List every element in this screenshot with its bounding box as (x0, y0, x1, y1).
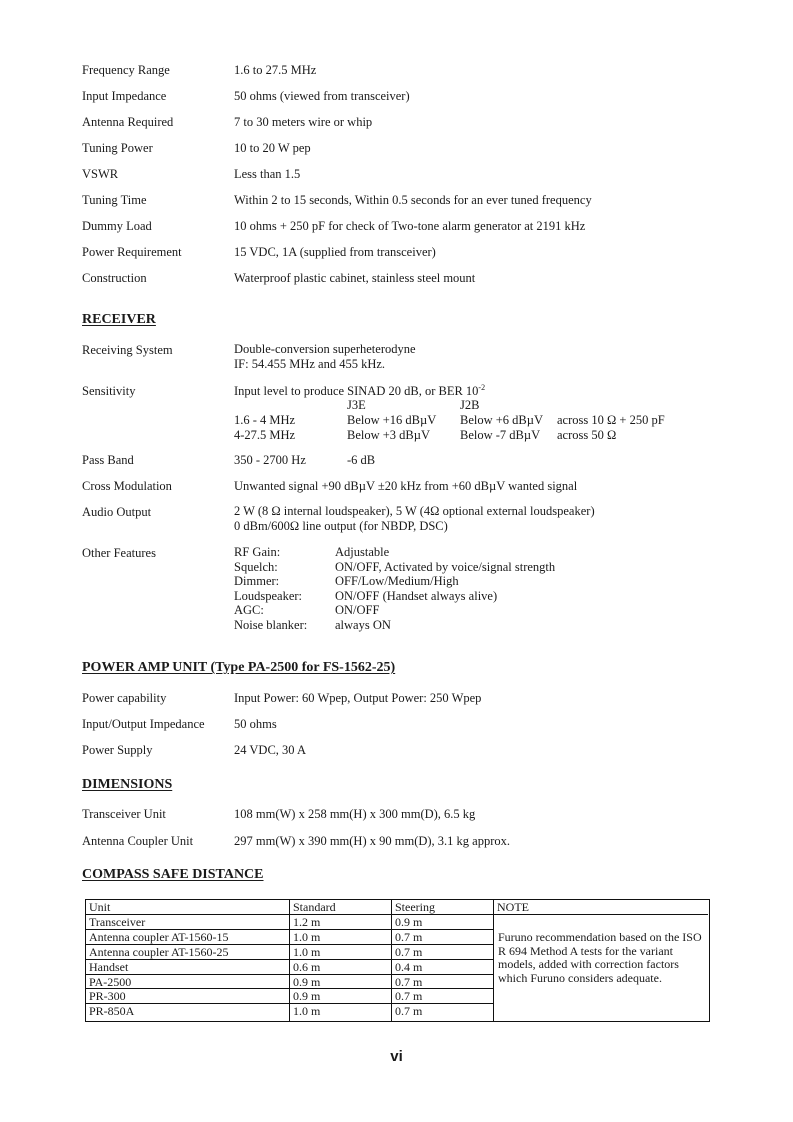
header-standard: Standard (290, 900, 392, 915)
sensitivity-col-j3e: J3E (347, 398, 366, 412)
feature-name: Noise blanker: (234, 617, 308, 632)
spec-label: Construction (82, 271, 147, 285)
spec-value: 10 to 20 W pep (234, 141, 311, 155)
cell-steering: 0.7 m (392, 975, 494, 990)
spec-value: 7 to 30 meters wire or whip (234, 115, 373, 129)
cell-unit: PA-2500 (86, 975, 289, 990)
receiving-system-if: IF: 54.455 MHz and 455 kHz. (234, 356, 386, 371)
audio-output-line: 0 dBm/600Ω line output (for NBDP, DSC) (234, 518, 448, 533)
feature-name: RF Gain: (234, 545, 281, 559)
other-features-values (335, 545, 555, 632)
receiving-system-label: Receiving System (82, 343, 173, 357)
sensitivity-exponent: -2 (478, 383, 486, 392)
cell-unit: Antenna coupler AT-1560-15 (86, 930, 289, 945)
spec-label: Tuning Power (82, 141, 153, 155)
cell-standard: 1.2 m (290, 915, 392, 930)
pass-band-extra: -6 dB (347, 453, 376, 467)
receiver-heading: RECEIVER (82, 312, 156, 327)
header-unit: Unit (86, 900, 289, 915)
pass-band-label: Pass Band (82, 453, 134, 467)
feature-name: Dimmer: (234, 574, 280, 588)
cell-steering: 0.9 m (392, 915, 494, 930)
audio-output-value (234, 504, 595, 533)
spec-value: 1.6 to 27.5 MHz (234, 63, 317, 77)
dimension-label: Transceiver Unit (82, 807, 166, 821)
cell-standard: 1.0 m (293, 1004, 321, 1019)
spec-value: Within 2 to 15 seconds, Within 0.5 seconds for an ever tuned frequency (234, 193, 592, 207)
spec-value: 10 ohms + 250 pF for check of Two-tone alarm generator at 2191 kHz (234, 219, 586, 233)
feature-value: ON/OFF (335, 603, 380, 617)
spec-label: Power Requirement (82, 245, 182, 259)
sensitivity-across: across 50 Ω (557, 428, 617, 442)
spec-label: Input Impedance (82, 89, 167, 103)
power-amp-label: Power Supply (82, 743, 153, 757)
compass-safe-distance-table (85, 899, 710, 1022)
spec-label: Dummy Load (82, 219, 152, 233)
sensitivity-label: Sensitivity (82, 384, 136, 398)
cell-unit: PR-300 (86, 989, 289, 1004)
other-features-label: Other Features (82, 546, 156, 560)
sensitivity-j3e: Below +3 dBµV (347, 428, 431, 442)
dimension-value: 297 mm(W) x 390 mm(H) x 90 mm(D), 3.1 kg approx. (234, 834, 511, 848)
feature-name: Squelch: (234, 559, 278, 574)
spec-value: Less than 1.5 (234, 167, 301, 181)
cell-standard: 1.0 m (290, 930, 392, 945)
power-amp-value: 24 VDC, 30 A (234, 743, 307, 757)
header-note: NOTE (494, 900, 708, 915)
audio-output-label: Audio Output (82, 505, 152, 519)
feature-value: ON/OFF, Activated by voice/signal strength (335, 559, 556, 574)
spec-value: 15 VDC, 1A (supplied from transceiver) (234, 245, 436, 259)
column-steering (391, 900, 494, 1021)
power-amp-label: Power capability (82, 691, 167, 705)
cell-steering: 0.7 m (395, 1004, 423, 1019)
sensitivity-intro-text: Input level to produce SINAD 20 dB, or BER 10 (234, 384, 479, 398)
cell-standard: 0.9 m (290, 989, 392, 1004)
dimension-label: Antenna Coupler Unit (82, 834, 194, 848)
power-amp-heading: POWER AMP UNIT (Type PA-2500 for FS-1562-25) (82, 660, 396, 675)
spec-label: VSWR (82, 167, 119, 181)
cell-unit: Handset (86, 960, 289, 975)
spec-label: Tuning Time (82, 193, 147, 207)
spec-value: 50 ohms (viewed from transceiver) (234, 89, 410, 103)
receiving-system-value (234, 342, 416, 371)
sensitivity-j2b: Below -7 dBµV (460, 428, 541, 442)
cell-steering: 0.4 m (392, 960, 494, 975)
other-features-names (234, 545, 307, 632)
sensitivity-across: across 10 Ω + 250 pF (557, 413, 665, 427)
receiving-system-line: Double-conversion superheterodyne (234, 342, 416, 356)
feature-name: AGC: (234, 603, 264, 617)
spec-label: Frequency Range (82, 63, 170, 77)
cell-standard: 0.6 m (290, 960, 392, 975)
cross-modulation-label: Cross Modulation (82, 479, 172, 493)
feature-value: Adjustable (335, 545, 390, 559)
feature-value: always ON (335, 617, 391, 632)
spec-value: Waterproof plastic cabinet, stainless steel mount (234, 271, 476, 285)
compass-heading: COMPASS SAFE DISTANCE (82, 867, 264, 882)
sensitivity-range: 1.6 - 4 MHz (234, 413, 296, 427)
cell-standard: 0.9 m (290, 975, 392, 990)
cross-modulation-value: Unwanted signal +90 dBµV ±20 kHz from +60 dBµV wanted signal (234, 479, 578, 493)
audio-output-speaker: 2 W (8 Ω internal loudspeaker), 5 W (4Ω optional external loudspeaker) (234, 504, 595, 518)
page-number: vi (390, 1048, 403, 1065)
cell-steering: 0.7 m (392, 989, 494, 1004)
sensitivity-j3e: Below +16 dBµV (347, 413, 437, 427)
cell-unit: PR-850A (89, 1004, 135, 1019)
dimensions-heading: DIMENSIONS (82, 777, 173, 792)
dimension-value: 108 mm(W) x 258 mm(H) x 300 mm(D), 6.5 kg (234, 807, 476, 821)
feature-name: Loudspeaker: (234, 588, 303, 603)
feature-value: OFF/Low/Medium/High (335, 574, 459, 588)
cell-unit: Transceiver (86, 915, 289, 930)
power-amp-value: Input Power: 60 Wpep, Output Power: 250 Wpep (234, 691, 482, 705)
sensitivity-j2b: Below +6 dBµV (460, 413, 544, 427)
sensitivity-col-j2b: J2B (460, 398, 480, 412)
spec-label: Antenna Required (82, 115, 174, 129)
sensitivity-intro (234, 384, 485, 398)
cell-steering: 0.7 m (392, 945, 494, 960)
column-unit (86, 900, 289, 1021)
feature-value: ON/OFF (Handset always alive) (335, 588, 498, 603)
cell-steering: 0.7 m (392, 930, 494, 945)
power-amp-value: 50 ohms (234, 717, 277, 731)
pass-band-value: 350 - 2700 Hz (234, 453, 306, 467)
cell-unit: Antenna coupler AT-1560-25 (86, 945, 289, 960)
column-standard (289, 900, 392, 1021)
power-amp-label: Input/Output Impedance (82, 717, 205, 731)
sensitivity-range: 4-27.5 MHz (234, 428, 296, 442)
header-steering: Steering (392, 900, 494, 915)
column-note (493, 900, 708, 1021)
note-text: Furuno recommendation based on the ISO R 694 Method A tests for the variant models, added with correction factors which Furuno considers adequate. (498, 930, 702, 985)
cell-standard: 1.0 m (290, 945, 392, 960)
